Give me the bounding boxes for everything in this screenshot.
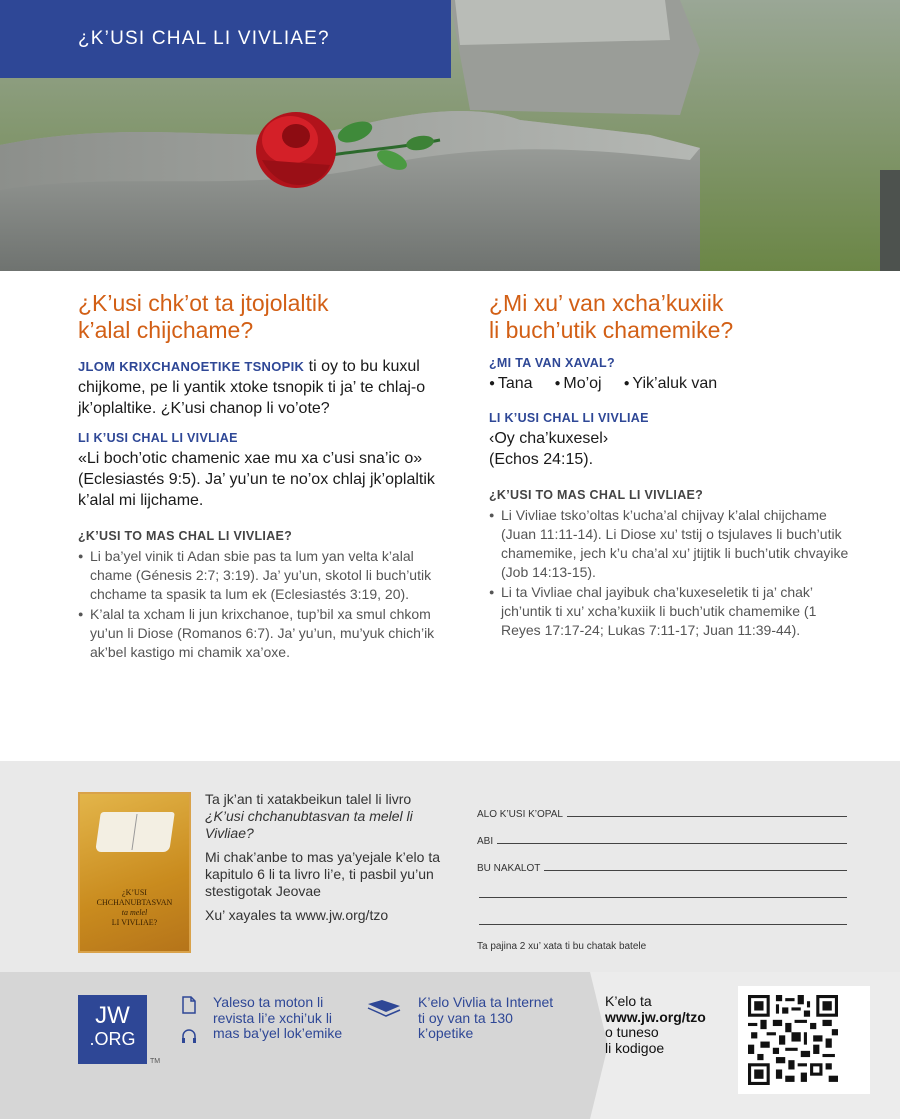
form-note: Ta pajina 2 xu’ xata ti bu chatak batele [477, 941, 647, 952]
cover-line: LI VIVLIAE? [111, 918, 158, 927]
left-heading-line1: ¿K’usi chk’ot ta jtojolaltik [78, 290, 329, 316]
headphones-icon [181, 1028, 197, 1048]
read-text: Yaleso ta moton li revista li’e xchi’uk li mas ba’yel lok’emike [213, 994, 343, 1041]
book-cover [78, 792, 191, 953]
address-field[interactable] [477, 847, 847, 874]
left-bible-quote: «Li boch’otic chamenic xae mu xa c’usi sna’ic o» (Eclesiastés 9:5). Ja’ yu’un te no’ox chlaj jk’oplaltik k’alal mi lijchame. [78, 450, 435, 509]
left-heading [78, 290, 438, 344]
right-bullet-list [489, 506, 849, 640]
address-label: BU NAKALOT [477, 863, 541, 874]
jw-org-logo[interactable] [78, 995, 147, 1064]
offer-chapter-text: Mi chak’anbe to mas ya’yejale k’elo ta kapitulo 6 li ta livro li’e, ti pasbil yu’un stestigotak Jeovae [205, 849, 441, 899]
right-column [489, 290, 849, 641]
list-item: ● Li Vivliae tsko’oltas k’ucha’al chijvay k’alal chijchame (Juan 11:11-14). Li Diose xu’ tstij o tsjulaves li buch’utik chamemike, jech k’u cha’al xu’ jtijtik li buch’utik chvayike (Job 14:13-15). [489, 506, 849, 582]
left-intro-lead: JLOM KRIXCHANOETIKE TSNOPIK [78, 359, 305, 374]
field-line[interactable] [567, 816, 847, 817]
right-opinion-kicker: ¿MI TA VAN XAVAL? [489, 356, 615, 370]
cover-line: CHCHANUBTASVAN [96, 898, 173, 907]
book-offer [205, 791, 455, 931]
address-extra-line[interactable] [477, 874, 847, 901]
banner-title: ¿K’USI CHAL LI VIVLIAE? [78, 28, 330, 49]
right-bible-quote [489, 428, 849, 470]
field-line[interactable] [479, 924, 847, 925]
field-line[interactable] [479, 897, 847, 898]
list-item: ● Li ba’yel vinik ti Adan sbie pas ta lum yan velta k’alal chame (Génesis 2:7; 3:19). Ja’ yu’un, skotol li buch’utik chchame ta spasik ta lum ek (Eclesiastés 3:19, 20). [78, 547, 438, 604]
option-yes: ● Tana [489, 373, 533, 395]
book-cover-title [80, 888, 189, 928]
field-line[interactable] [544, 870, 847, 871]
left-column [78, 290, 438, 663]
list-item: ● K’alal ta xcham li jun krixchanoe, tup’bil xa smul chkom yu’un li Diose (Romanos 6:7). Ja’ yu’un, mu’yuk chich’ik ak’bel kastigo mi chamik xa’oxe. [78, 605, 438, 662]
left-heading-line2: k’alal chijchame? [78, 317, 254, 343]
offer-text [205, 791, 455, 842]
qr-code-icon [748, 995, 838, 1085]
offer-line: Ta jk’an ti xatakbeikun talel li livro [205, 791, 412, 807]
request-panel [0, 761, 900, 972]
right-heading-line2: li buch’utik chamemike? [489, 317, 734, 343]
bible-online-text: K’elo Vivlia ta Internet ti oy van ta 130 k’opetike [418, 994, 554, 1041]
left-intro [78, 356, 438, 419]
visit-line: o tuneso [605, 1024, 659, 1040]
left-bullet-list [78, 547, 438, 662]
visit-line: li kodigoe [605, 1039, 665, 1056]
name-label: ABI [477, 836, 494, 847]
option-no: ● Mo’oj [555, 373, 602, 395]
option-maybe: ● Yik’aluk van [624, 373, 718, 395]
right-heading [489, 290, 849, 344]
visit-line: K’elo ta [605, 993, 652, 1009]
name-field[interactable] [477, 820, 847, 847]
right-more-kicker: ¿K’USI TO MAS CHAL LI VIVLIAE? [489, 488, 704, 502]
address-extra-line[interactable] [477, 901, 847, 928]
cover-line: ta melel [121, 908, 148, 917]
logo-line: JW [95, 1002, 130, 1029]
left-more-kicker: ¿K’USI TO MAS CHAL LI VIVLIAE? [78, 529, 293, 543]
hero-photo [0, 0, 900, 271]
language-field[interactable] [477, 793, 847, 820]
right-bible-kicker: LI K’USI CHAL LI VIVLIAE [489, 411, 649, 425]
qr-code[interactable] [738, 986, 870, 1094]
open-book-image [95, 812, 175, 852]
opinion-options [489, 373, 849, 395]
cover-line: ¿K’USI [122, 888, 147, 897]
offer-book-title: ¿K’usi chchanubtasvan ta melel li Vivliae? [205, 808, 413, 841]
visit-text [605, 994, 706, 1056]
request-form [477, 793, 847, 928]
right-bible-quote-line1: ‹Oy cha’kuxesel› [489, 430, 609, 447]
open-book-icon [366, 996, 402, 1022]
visit-url[interactable]: www.jw.org/tzo [605, 1008, 706, 1025]
document-icon [182, 996, 196, 1018]
list-item: ● Li ta Vivliae chal jayibuk cha’kuxeseletik ti ja’ chak’ jch’untik ti xu’ xcha’kuxiik li buch’utik chamemike (1 Reyes 17:17-24; Lukas 7:11-17; Juan 11:39-44). [489, 583, 849, 640]
banner [0, 0, 451, 78]
trademark: TM [150, 1058, 161, 1065]
offer-website-text: Xu’ xayales ta www.jw.org/tzo [205, 907, 389, 923]
left-intro-text: ti oy to bu kuxul chijkome, pe li yantik xtoke tsnopik ti ja’ te chlaj-o jk’oplaltike. ¿K’usi chanop li vo’ote? [78, 358, 426, 417]
language-label: ALO K’USI K’OPAL [477, 809, 563, 820]
logo-line: .ORG [89, 1029, 136, 1049]
field-line[interactable] [497, 843, 847, 844]
right-bible-quote-line2: (Echos 24:15). [489, 451, 594, 468]
left-bible-kicker: LI K’USI CHAL LI VIVLIAE [78, 431, 238, 445]
right-heading-line1: ¿Mi xu’ van xcha’kuxiik [489, 290, 724, 316]
